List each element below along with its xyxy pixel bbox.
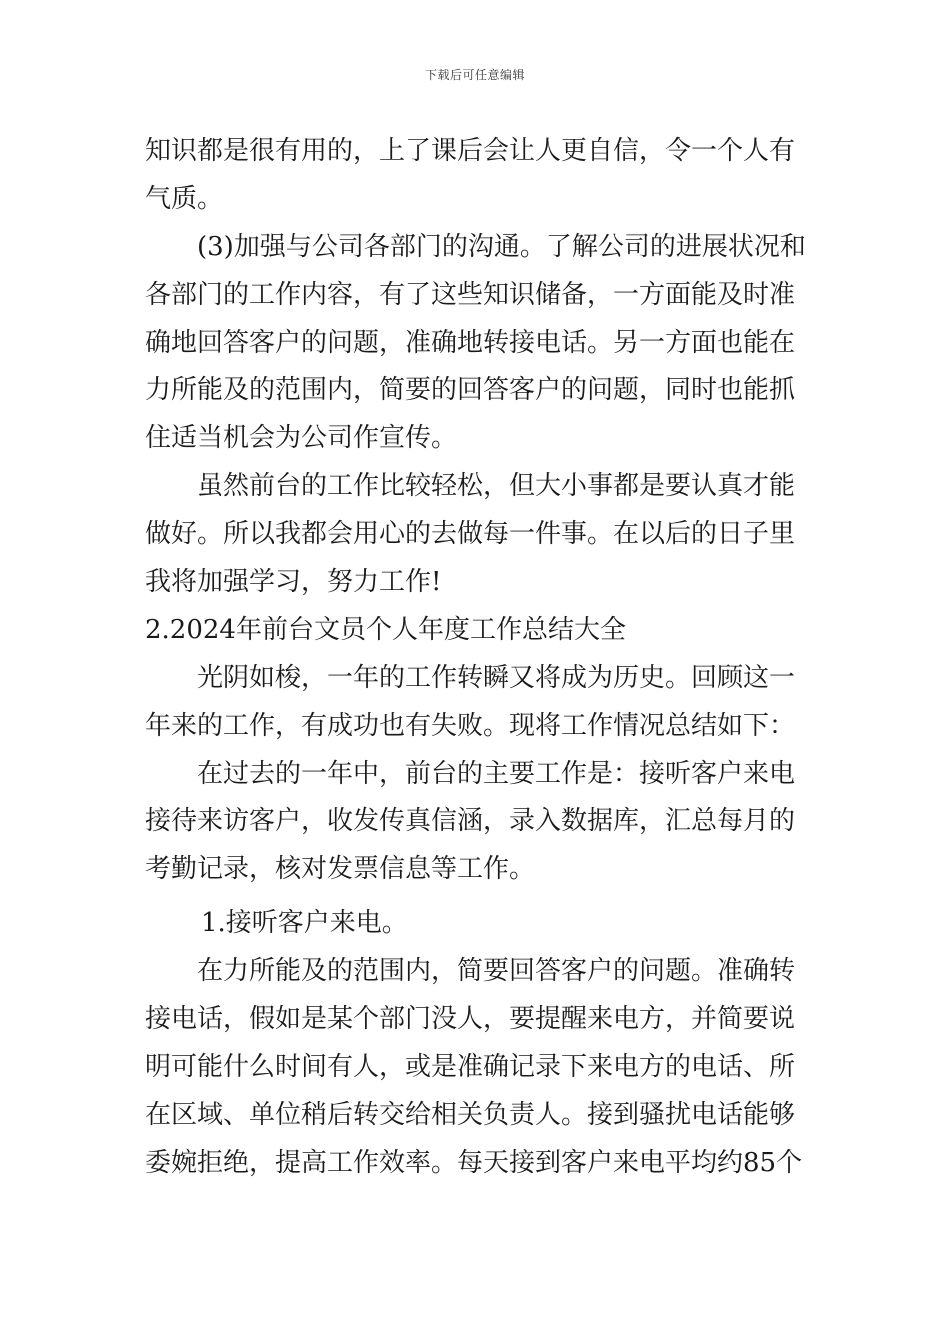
text-line: 各部门的工作内容，有了这些知识储备，一方面能及时准 [145,279,796,310]
text-line: 确地回答客户的问题，准确地转接电话。另一方面也能在 [145,327,796,358]
text-line: 做好。所以我都会用心的去做每一件事。在以后的日子里 [145,519,796,550]
text-line: 在区域、单位稍后转交给相关负责人。接到骚扰电话能够 [145,1099,796,1130]
text-line: 考勤记录，核对发票信息等工作。 [145,854,536,885]
document-body [145,128,810,1188]
text-line: 在过去的一年中，前台的主要工作是：接听客户来电 [197,758,796,789]
text-line: 接待来访客户，收发传真信涵，录入数据库，汇总每月的 [145,806,796,837]
text-line: (3)加强与公司各部门的沟通。了解公司的进展状况和 [197,231,806,262]
text-line: 我将加强学习，努力工作! [145,567,442,598]
text-line: 住适当机会为公司作宣传。 [145,423,458,454]
text-line: 气质。 [145,183,224,214]
subsection-heading: 1.接听客户来电。 [201,908,408,939]
text-line: 年来的工作，有成功也有失败。现将工作情况总结如下： [145,710,796,741]
section-heading: 2.2024年前台文员个人年度工作总结大全 [145,614,626,645]
text-line: 光阴如梭，一年的工作转瞬又将成为历史。回顾这一 [197,662,796,693]
page-header-note: 下载后可任意编辑 [424,68,525,82]
text-line: 虽然前台的工作比较轻松，但大小事都是要认真才能 [197,471,796,502]
text-line: 明可能什么时间有人，或是准确记录下来电方的电话、所 [145,1051,796,1082]
text-line: 力所能及的范围内，简要的回答客户的问题，同时也能抓 [145,375,796,406]
text-line: 接电话，假如是某个部门没人，要提醒来电方，并简要说 [145,1004,796,1035]
text-line: 知识都是很有用的，上了课后会让人更自信，令一个人有 [145,136,796,166]
text-line: 在力所能及的范围内，简要回答客户的问题。准确转 [197,956,796,987]
text-line: 委婉拒绝，提高工作效率。每天接到客户来电平均约85个 [145,1147,803,1178]
